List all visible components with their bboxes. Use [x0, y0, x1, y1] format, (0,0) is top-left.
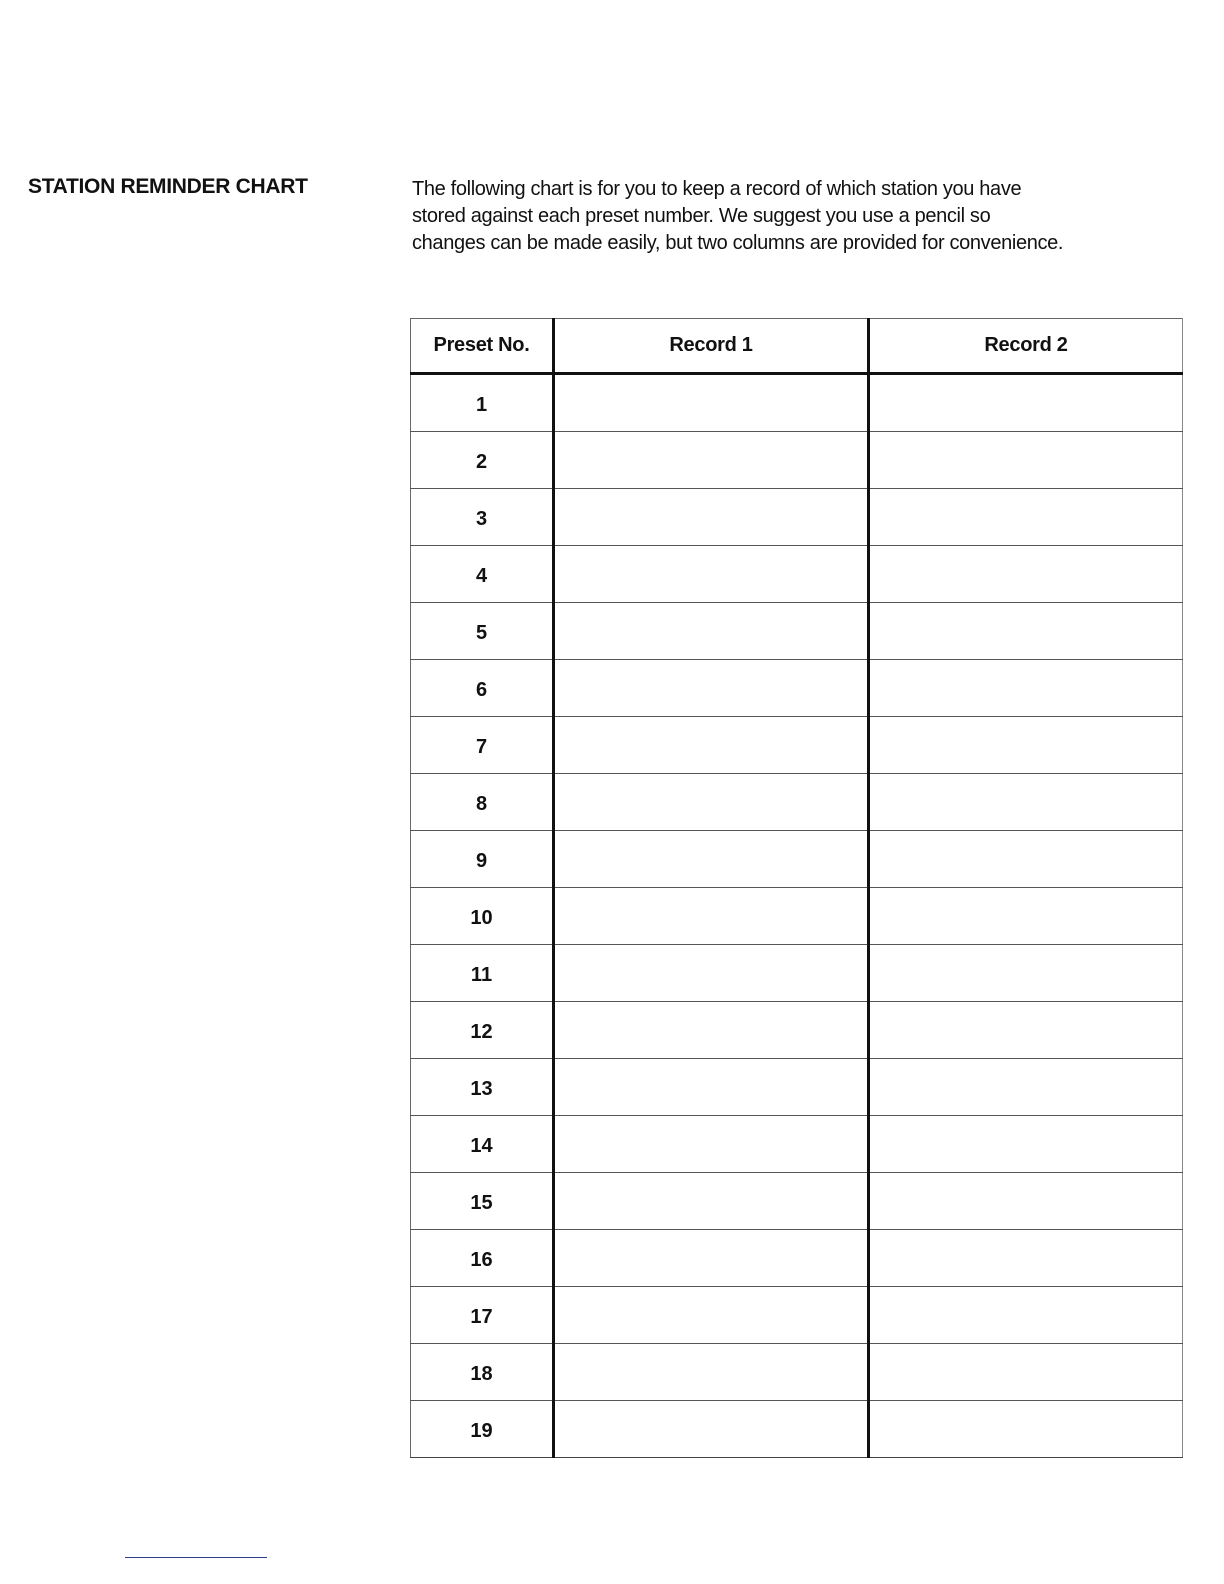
preset-number: 18	[411, 1344, 554, 1401]
intro-line-3: changes can be made easily, but two columns are provided for convenience.	[412, 232, 1064, 254]
record-1-cell[interactable]	[554, 774, 869, 831]
record-2-cell[interactable]	[869, 945, 1183, 1002]
table-row	[411, 1287, 1183, 1344]
table-row	[411, 1173, 1183, 1230]
record-1-cell[interactable]	[554, 1173, 869, 1230]
record-1-cell[interactable]	[554, 489, 869, 546]
record-2-cell[interactable]	[869, 374, 1183, 432]
record-2-cell[interactable]	[869, 1116, 1183, 1173]
header-record-1: Record 1	[554, 319, 869, 374]
preset-number: 1	[411, 374, 554, 432]
preset-number: 10	[411, 888, 554, 945]
preset-number: 9	[411, 831, 554, 888]
section-heading: STATION REMINDER CHART	[28, 175, 308, 198]
record-2-cell[interactable]	[869, 1002, 1183, 1059]
record-1-cell[interactable]	[554, 374, 869, 432]
record-1-cell[interactable]	[554, 1287, 869, 1344]
record-2-cell[interactable]	[869, 1287, 1183, 1344]
table-row	[411, 1059, 1183, 1116]
preset-number: 5	[411, 603, 554, 660]
record-1-cell[interactable]	[554, 546, 869, 603]
record-1-cell[interactable]	[554, 945, 869, 1002]
footer-rule	[125, 1557, 267, 1558]
record-2-cell[interactable]	[869, 603, 1183, 660]
record-2-cell[interactable]	[869, 1059, 1183, 1116]
record-1-cell[interactable]	[554, 1401, 869, 1458]
preset-number: 7	[411, 717, 554, 774]
preset-number: 13	[411, 1059, 554, 1116]
table-row	[411, 945, 1183, 1002]
record-1-cell[interactable]	[554, 1116, 869, 1173]
record-1-cell[interactable]	[554, 603, 869, 660]
table-row	[411, 660, 1183, 717]
table-row	[411, 489, 1183, 546]
preset-number: 15	[411, 1173, 554, 1230]
record-2-cell[interactable]	[869, 888, 1183, 945]
record-2-cell[interactable]	[869, 489, 1183, 546]
table-row	[411, 1401, 1183, 1458]
table-row	[411, 831, 1183, 888]
header-preset-no: Preset No.	[411, 319, 554, 374]
intro-line-2: stored against each preset number. We suggest you use a pencil so	[412, 205, 991, 227]
preset-number: 14	[411, 1116, 554, 1173]
header-record-2: Record 2	[869, 319, 1183, 374]
record-2-cell[interactable]	[869, 1344, 1183, 1401]
preset-number: 4	[411, 546, 554, 603]
record-1-cell[interactable]	[554, 660, 869, 717]
record-2-cell[interactable]	[869, 660, 1183, 717]
preset-number: 8	[411, 774, 554, 831]
intro-line-1: The following chart is for you to keep a record of which station you have	[412, 178, 1022, 200]
record-1-cell[interactable]	[554, 717, 869, 774]
table-row	[411, 546, 1183, 603]
table-row	[411, 374, 1183, 432]
record-1-cell[interactable]	[554, 831, 869, 888]
record-2-cell[interactable]	[869, 831, 1183, 888]
table-row	[411, 432, 1183, 489]
table-row	[411, 1230, 1183, 1287]
record-1-cell[interactable]	[554, 888, 869, 945]
table-row	[411, 1344, 1183, 1401]
record-2-cell[interactable]	[869, 1230, 1183, 1287]
intro-paragraph	[412, 176, 1202, 257]
record-2-cell[interactable]	[869, 432, 1183, 489]
preset-number: 12	[411, 1002, 554, 1059]
preset-number: 19	[411, 1401, 554, 1458]
table-row	[411, 1116, 1183, 1173]
record-2-cell[interactable]	[869, 717, 1183, 774]
preset-number: 2	[411, 432, 554, 489]
preset-number: 6	[411, 660, 554, 717]
record-1-cell[interactable]	[554, 1059, 869, 1116]
table-row	[411, 717, 1183, 774]
table-header-row	[411, 319, 1183, 374]
record-1-cell[interactable]	[554, 1002, 869, 1059]
preset-number: 11	[411, 945, 554, 1002]
table-row	[411, 603, 1183, 660]
station-reminder-table	[410, 318, 1183, 1458]
table-row	[411, 1002, 1183, 1059]
record-1-cell[interactable]	[554, 1230, 869, 1287]
preset-number: 17	[411, 1287, 554, 1344]
record-2-cell[interactable]	[869, 1173, 1183, 1230]
record-2-cell[interactable]	[869, 774, 1183, 831]
record-1-cell[interactable]	[554, 432, 869, 489]
record-2-cell[interactable]	[869, 546, 1183, 603]
preset-number: 3	[411, 489, 554, 546]
record-2-cell[interactable]	[869, 1401, 1183, 1458]
table-row	[411, 888, 1183, 945]
record-1-cell[interactable]	[554, 1344, 869, 1401]
preset-number: 16	[411, 1230, 554, 1287]
table-row	[411, 774, 1183, 831]
